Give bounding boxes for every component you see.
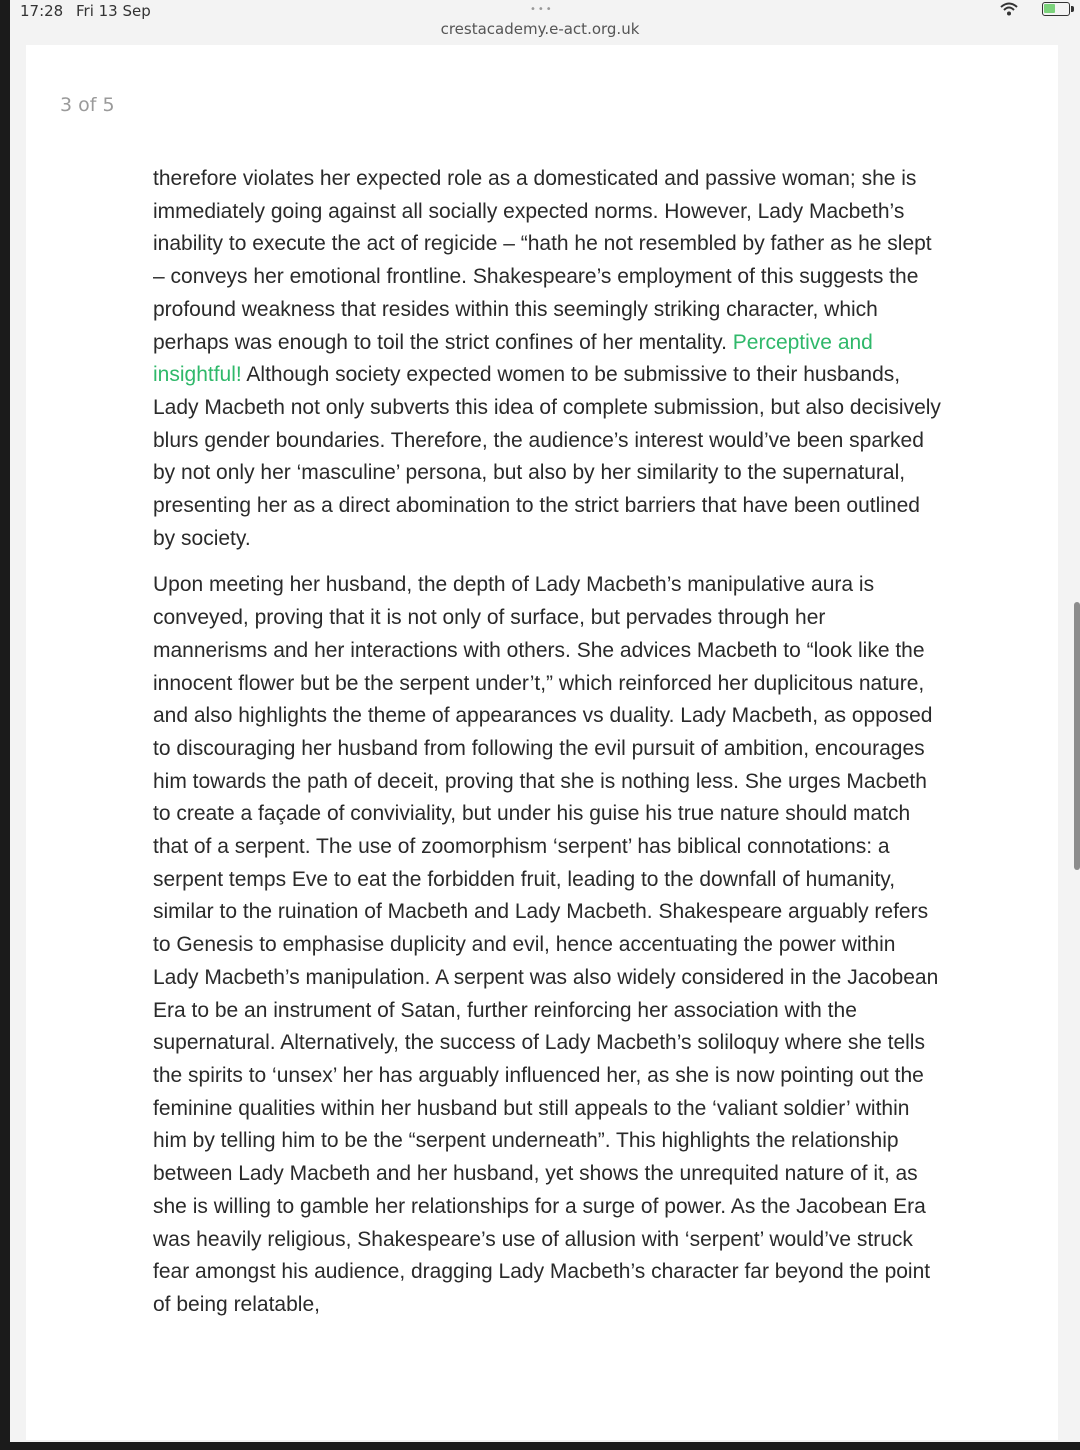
page-indicator: 3 of 5: [60, 94, 115, 116]
battery-charging-icon: [1042, 2, 1070, 16]
browser-more-dots[interactable]: •••: [530, 4, 554, 15]
document-paragraph: [153, 163, 943, 555]
browser-url[interactable]: crestacademy.e-act.org.uk: [440, 20, 640, 38]
status-icons: [1000, 2, 1070, 16]
moon-icon: [1024, 2, 1036, 16]
scroll-indicator[interactable]: [1074, 602, 1080, 870]
wifi-icon: [1000, 2, 1018, 16]
status-time: 17:28: [20, 2, 64, 20]
paragraph-text: therefore violates her expected role as a domesticated and passive woman; she is immediately going against all socially expected norms. However, Lady Macbeth’s inability to execute the act of regicide – “hath he not resembled by father as he slept – conveys her emotional frontline. Shakespeare’s employment of this suggests the profound weakness that resides within this seemingly striking character, which perhaps was enough to toil the strict confines of her mentality.: [153, 167, 932, 354]
paragraph-text: Although society expected women to be submissive to their husbands, Lady Macbeth not only subverts this idea of complete submission, but also decisively blurs gender boundaries. Therefore, the audience’s interest would’ve been sparked by not only her ‘masculine’ persona, but also by her similarity to the supernatural, presenting her as a direct abomination to the strict barriers that have been outlined by society.: [153, 363, 941, 550]
document-body: [153, 163, 943, 1322]
paragraph-text: Upon meeting her husband, the depth of Lady Macbeth’s manipulative aura is conveyed, proving that it is not only of surface, but pervades through her mannerisms and her interactions with others. She advices Macbeth to “look like the innocent flower but be the serpent under’t,” which reinforced her duplicitous nature, and also highlights the theme of appearances vs duality. Lady Macbeth, as opposed to discouraging her husband from following the evil pursuit of ambition, encourages him towards the path of deceit, proving that she is nothing less. She urges Macbeth to create a façade of conviviality, but under his guise his true nature should match that of a serpent. The use of zoomorphism ‘serpent’ has biblical connotations: a serpent temps Eve to eat the forbidden fruit, leading to the downfall of humanity, similar to the ruination of Macbeth and Lady Macbeth. Shakespeare arguably refers to Genesis to emphasise duplicity and evil, hence accentuating the power within Lady Macbeth’s manipulation. A serpent was also widely considered in the Jacobean Era to be an instrument of Satan, further reinforcing her association with the supernatural. Alternatively, the success of Lady Macbeth’s soliloquy where she tells the spirits to ‘unsex’ her has arguably influenced her, as she is now pointing out the feminine qualities within her husband but still appeals to the ‘valiant soldier’ within him by telling him to be the “serpent underneath”. This highlights the relationship between Lady Macbeth and her husband, yet shows the unrequited nature of it, as she is willing to gamble her relationships for a surge of power. As the Jacobean Era was heavily religious, Shakespeare’s use of allusion with ‘serpent’ would’ve struck fear amongst his audience, dragging Lady Macbeth’s character far beyond the point of being relatable,: [153, 573, 939, 1316]
teacher-comment: Perceptive and insightful!: [153, 330, 873, 387]
status-date: Fri 13 Sep: [76, 2, 151, 20]
document-paragraph: [153, 569, 943, 1321]
device-bezel-left: [0, 0, 10, 1450]
device-bezel-bottom: [0, 1442, 1080, 1450]
battery-level: [1044, 4, 1055, 13]
